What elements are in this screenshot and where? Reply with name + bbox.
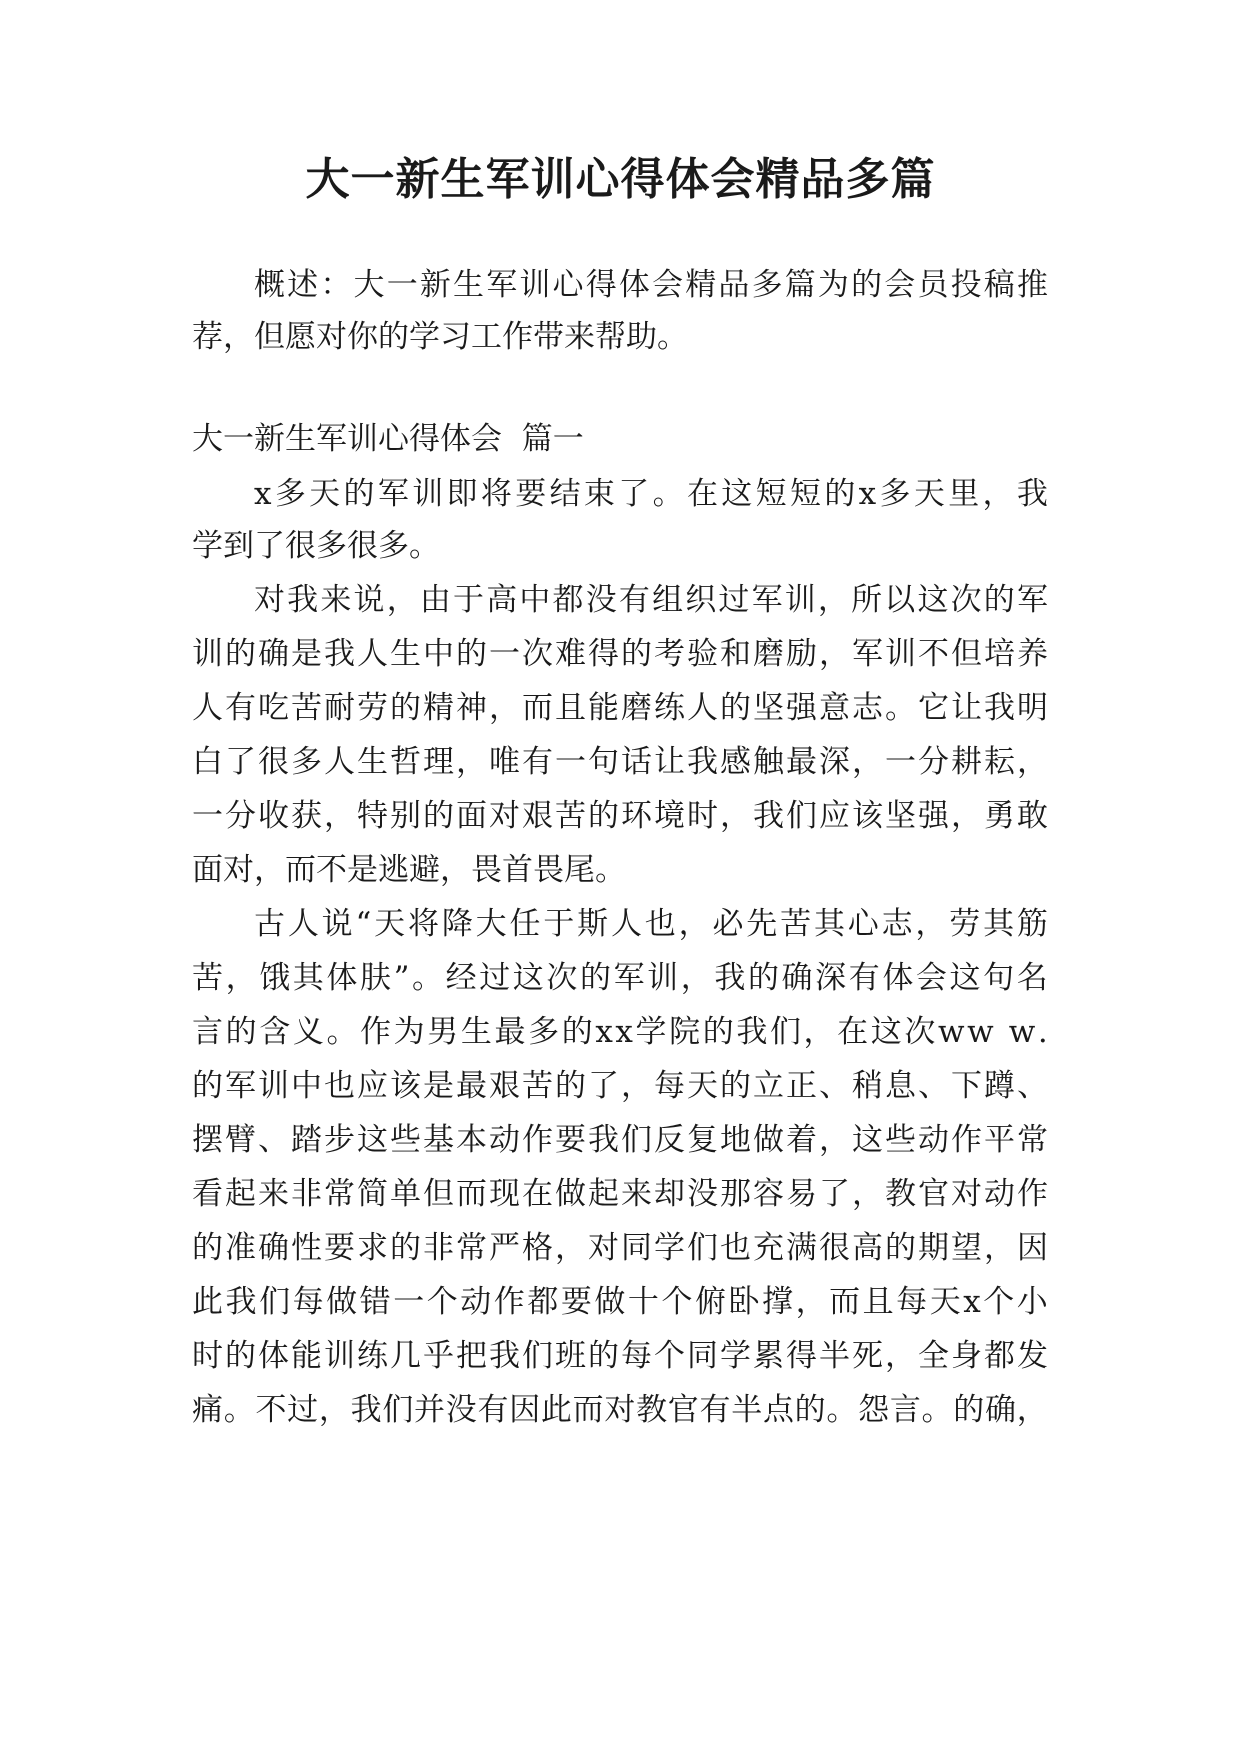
body-line: 对 我 来 说 ， 由 于 高 中 都 没 有 组 织 过 军 训 ， 所 以 这 次 的 军 (254, 582, 1048, 618)
body-line: 古 人 说 “ 天 将 降 大 任 于 斯 人 也 ， 必 先 苦 其 心 志 ， 劳 其 筋 (254, 906, 1048, 942)
body-line: 看 起 来 非 常 简 单 但 而 现 在 做 起 来 却 没 那 容 易 了 ， 教 官 对 动 作 (192, 1176, 1048, 1212)
body-line: 一 分 收 获 ， 特 别 的 面 对 艰 苦 的 环 境 时 ， 我 们 应 该 坚 强 ， 勇 敢 (192, 798, 1048, 834)
body-line: 痛 。 不 过 ， 我 们 并 没 有 因 此 而 对 教 官 有 半 点 的 。 怨 言 。 的 确 ， (192, 1392, 1048, 1428)
body-line: 人 有 吃 苦 耐 劳 的 精 神 ， 而 且 能 磨 练 人 的 坚 强 意 志 。 它 让 我 明 (192, 690, 1048, 726)
body-line: 面对，而不是逃避，畏首畏尾。 (192, 852, 626, 888)
body-line: 时 的 体 能 训 练 几 乎 把 我 们 班 的 每 个 同 学 累 得 半 死 ， 全 身 都 发 (192, 1338, 1048, 1374)
body-line: 的 军 训 中 也 应 该 是 最 艰 苦 的 了 ， 每 天 的 立 正 、 稍 息 、 下 蹲 、 (192, 1068, 1048, 1104)
summary-line: 荐，但愿对你的学习工作带来帮助。 (192, 319, 688, 355)
section-heading: 大一新生军训心得体会 篇一 (192, 421, 584, 457)
body-line: 的 准 确 性 要 求 的 非 常 严 格 ， 对 同 学 们 也 充 满 很 高 的 期 望 ， 因 (192, 1230, 1048, 1266)
body-line: 言 的 含 义 。 作 为 男 生 最 多 的 x x 学 院 的 我 们 ， 在 这 次 w w w . (192, 1014, 1048, 1050)
document-title: 大一新生军训心得体会精品多篇 (305, 154, 936, 205)
body-line: 苦 ， 饿 其 体 肤 ” 。 经 过 这 次 的 军 训 ， 我 的 确 深 有 体 会 这 句 名 (192, 960, 1048, 996)
summary-line: 概 述 ： 大 一 新 生 军 训 心 得 体 会 精 品 多 篇 为 的 会 员 投 稿 推 (254, 267, 1048, 303)
body-line: x 多 天 的 军 训 即 将 要 结 束 了 。 在 这 短 短 的 x 多 天 里 ， 我 (254, 476, 1048, 512)
body-line: 摆 臂 、 踏 步 这 些 基 本 动 作 要 我 们 反 复 地 做 着 ， 这 些 动 作 平 常 (192, 1122, 1048, 1158)
body-line: 学到了很多很多。 (192, 528, 440, 564)
body-line: 白 了 很 多 人 生 哲 理 ， 唯 有 一 句 话 让 我 感 触 最 深 ， 一 分 耕 耘 ， (192, 744, 1048, 780)
body-line: 训 的 确 是 我 人 生 中 的 一 次 难 得 的 考 验 和 磨 励 ， 军 训 不 但 培 养 (192, 636, 1048, 672)
body-line: 此 我 们 每 做 错 一 个 动 作 都 要 做 十 个 俯 卧 撑 ， 而 且 每 天 x 个 小 (192, 1284, 1048, 1320)
